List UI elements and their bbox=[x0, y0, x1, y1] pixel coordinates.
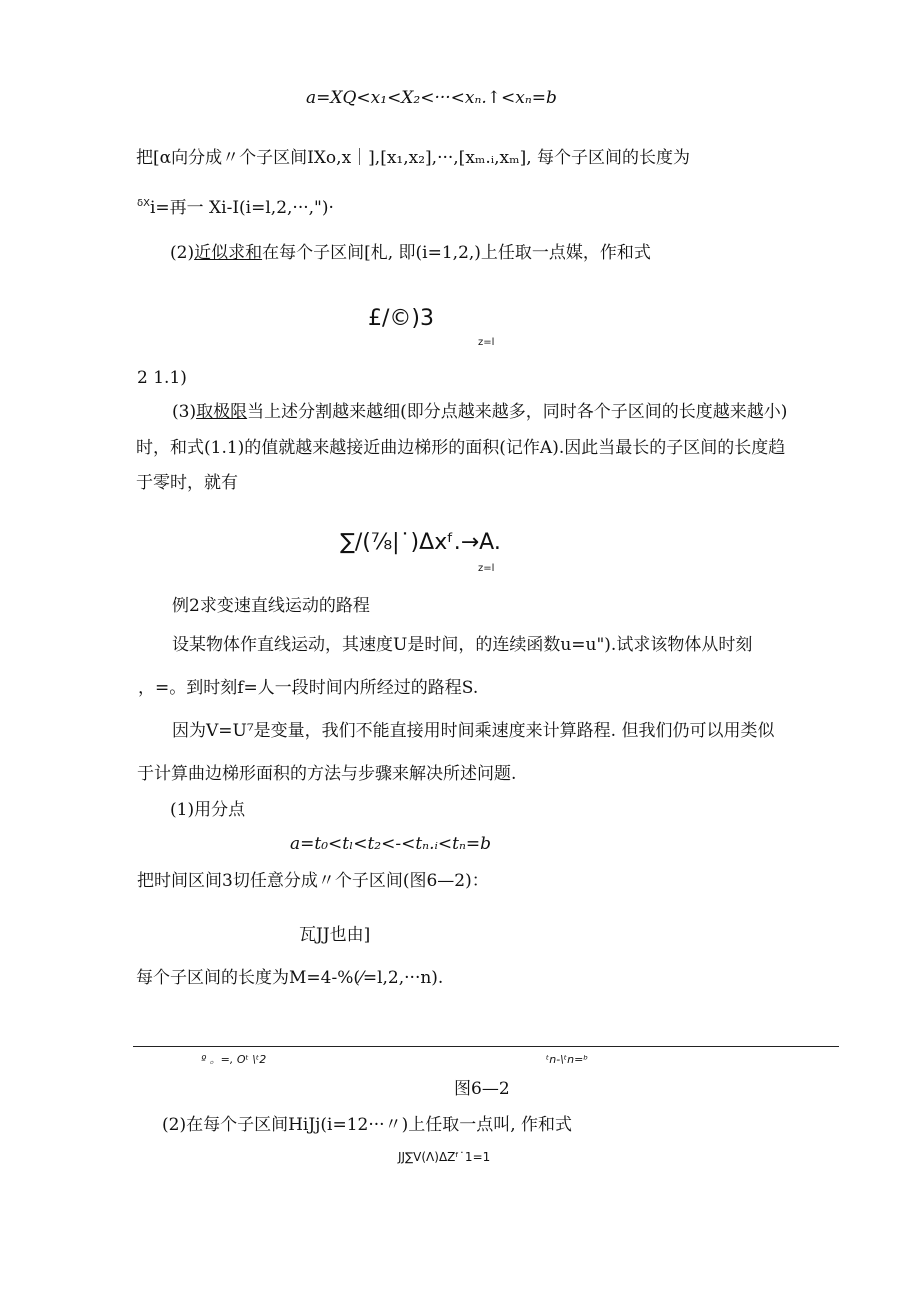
sum-formula: £/©)3 bbox=[368, 306, 434, 331]
delta-definition-text: i=再一 Xi-I(i=l,2,···,")· bbox=[149, 198, 334, 218]
step2b-text: (2)在每个子区间HiJj(i=12···〃)上任取一点叫, 作和式 bbox=[162, 1115, 573, 1135]
interval-length-text: 每个子区间的长度为M=4-%(⁄=l,2,···n). bbox=[136, 968, 444, 988]
step3-prefix: (3) bbox=[172, 402, 197, 422]
equation-number: 2 1.1) bbox=[137, 368, 187, 388]
step3-paragraph bbox=[172, 401, 787, 423]
figure-caption: 图6—2 bbox=[454, 1079, 510, 1099]
step2-keyword: 近似求和 bbox=[194, 243, 263, 263]
sum-formula-index: z=l bbox=[478, 337, 495, 348]
step3-text: 当上述分割越来越细(即分点越来越多，同时各个子区间的长度越来越小) bbox=[247, 402, 788, 422]
step2-text: 在每个子区间[札, 即(i=1,2,)上任取一点媒，作和式 bbox=[262, 243, 651, 263]
step2-prefix: (2) bbox=[170, 243, 195, 263]
example2-line2: ，=。到时刻f=人一段时间内所经过的路程S. bbox=[138, 678, 479, 698]
example2-line3: 因为V=U⁷是变量，我们不能直接用时间乘速度来计算路程. 但我们仍可以用类似 bbox=[172, 721, 775, 741]
example2-line4: 于计算曲边梯形面积的方法与步骤来解决所述问题. bbox=[137, 764, 517, 784]
step2-paragraph bbox=[170, 242, 651, 264]
axis-label-right: ᵗn-\ᵗn=ᵇ bbox=[546, 1053, 589, 1066]
split-intervals-text: 把[α向分成〃个子区间IXo,x｜],[x₁,x₂],···,[xₘ.ᵢ,xₘ], 每个子区间的长度为 bbox=[136, 148, 691, 168]
limit-formula: ∑/(⅞|˙)Δxᶠ.→A. bbox=[340, 530, 501, 555]
garbled-interval: 瓦JJ也由] bbox=[299, 925, 371, 945]
time-partition-formula: a=t₀<tₗ<t₂<-<tₙ.ᵢ<tₙ=b bbox=[290, 834, 491, 854]
time-axis-line bbox=[133, 1046, 839, 1047]
step3-keyword: 取极限 bbox=[196, 402, 248, 422]
step3-line2: 时，和式(1.1)的值就越来越接近曲边梯形的面积(记作A).因此当最长的子区间的长度趋 bbox=[136, 438, 786, 458]
delta-prefix: δX bbox=[137, 198, 150, 210]
partition-formula: a=XQ<x₁<X₂<···<xₙ.↑<xₙ=b bbox=[306, 88, 557, 108]
step3-line3: 于零时，就有 bbox=[136, 473, 238, 493]
delta-definition bbox=[137, 197, 334, 219]
example2-title: 例2求变速直线运动的路程 bbox=[172, 596, 370, 616]
example2-line1: 设某物体作直线运动，其速度U是时间，的连续函数u=u").试求该物体从时刻 bbox=[172, 635, 753, 655]
limit-formula-index: z=l bbox=[478, 563, 495, 574]
axis-label-left: º 。=, Oᵗ \ᵗ2 bbox=[201, 1053, 267, 1066]
sum-formula-2: JJ∑V(Λ)ΔZᶠ˙1=1 bbox=[398, 1150, 491, 1164]
time-split-text: 把时间区间3切任意分成〃个子区间(图6—2)： bbox=[137, 871, 489, 891]
step1-title: (1)用分点 bbox=[170, 800, 246, 820]
